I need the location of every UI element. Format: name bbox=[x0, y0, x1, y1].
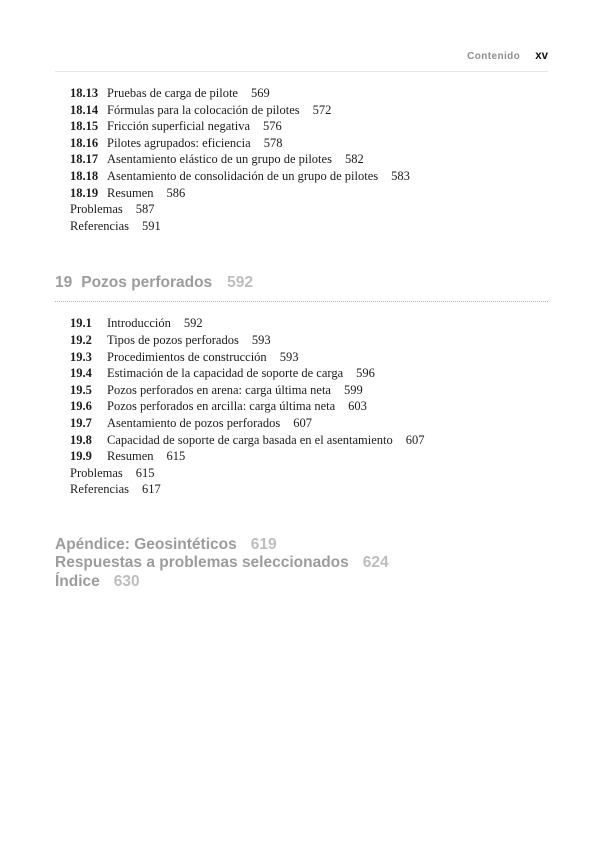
entry-page: 603 bbox=[348, 399, 367, 414]
toc-entry bbox=[70, 102, 548, 119]
backmatter-title: Apéndice: Geosintéticos bbox=[55, 535, 237, 553]
chapter-page: 592 bbox=[227, 274, 254, 292]
entry-title: Pozos perforados en arena: carga última neta bbox=[107, 382, 331, 397]
backmatter-page: 624 bbox=[362, 554, 389, 572]
entry-number: 19.5 bbox=[70, 382, 92, 397]
entry-title: Fricción superficial negativa bbox=[107, 119, 250, 134]
toc-entry bbox=[70, 432, 548, 449]
entry-page: 572 bbox=[312, 102, 332, 117]
entry-page: 592 bbox=[183, 316, 203, 331]
entry-page: 607 bbox=[293, 415, 312, 430]
entry-page: 576 bbox=[263, 119, 282, 134]
toc-entry bbox=[70, 185, 548, 202]
entry-number: 18.13 bbox=[70, 86, 99, 100]
toc-entry bbox=[70, 315, 548, 332]
entry-page: 617 bbox=[142, 482, 161, 497]
backmatter-page: 630 bbox=[113, 572, 140, 590]
backmatter-title: Respuestas a problemas seleccionados bbox=[55, 554, 349, 572]
entry-number: 19.2 bbox=[70, 332, 92, 347]
entry-page: 587 bbox=[135, 202, 155, 217]
toc-entry bbox=[70, 365, 548, 382]
header-page-folio: xv bbox=[535, 50, 548, 62]
entry-page: 596 bbox=[356, 366, 375, 381]
entry-title: Pilotes agrupados: eficiencia bbox=[107, 135, 251, 150]
toc-entry bbox=[70, 448, 548, 465]
toc-entry bbox=[70, 465, 548, 482]
entry-page: 569 bbox=[250, 86, 270, 100]
entry-page: 607 bbox=[405, 432, 425, 447]
entry-title: Tipos de pozos perforados bbox=[107, 332, 239, 347]
entry-title: Problemas bbox=[70, 202, 123, 217]
entry-title: Resumen bbox=[107, 449, 154, 464]
entry-title: Pozos perforados en arcilla: carga última neta bbox=[107, 399, 336, 414]
toc-entry bbox=[70, 332, 548, 349]
entry-number: 19.7 bbox=[70, 415, 92, 430]
backmatter-entry-apendice bbox=[55, 536, 548, 555]
entry-title: Pruebas de carga de pilote bbox=[107, 86, 238, 100]
entry-title: Referencias bbox=[70, 218, 129, 233]
toc-entry bbox=[70, 135, 548, 152]
running-header bbox=[55, 46, 548, 72]
toc-entry bbox=[70, 415, 548, 432]
entry-title: Procedimientos de construcción bbox=[107, 349, 267, 364]
entry-page: 615 bbox=[135, 465, 155, 480]
entry-number: 19.6 bbox=[70, 399, 92, 414]
entry-page: 593 bbox=[251, 332, 271, 347]
chapter-19-entries bbox=[70, 315, 548, 498]
entry-title: Resumen bbox=[107, 185, 154, 200]
entry-number: 18.14 bbox=[70, 102, 99, 117]
backmatter-entry-respuestas bbox=[55, 554, 548, 573]
toc-entry bbox=[70, 151, 548, 168]
toc-entry bbox=[70, 118, 548, 135]
entry-number: 18.15 bbox=[70, 119, 99, 134]
entry-number: 18.17 bbox=[70, 152, 99, 167]
entry-number: 18.16 bbox=[70, 135, 99, 150]
entry-number: 19.3 bbox=[70, 349, 92, 364]
entry-number: 18.19 bbox=[70, 185, 99, 200]
entry-title: Referencias bbox=[70, 482, 129, 497]
entry-page: 583 bbox=[391, 168, 410, 183]
entry-title: Asentamiento de pozos perforados bbox=[107, 415, 281, 430]
entry-page: 599 bbox=[343, 382, 363, 397]
toc-entry bbox=[70, 349, 548, 366]
toc-entry bbox=[70, 398, 548, 415]
entry-number: 19.1 bbox=[70, 316, 92, 331]
toc-entry bbox=[70, 168, 548, 185]
entry-title: Estimación de la capacidad de soporte de carga bbox=[107, 366, 344, 381]
chapter-18-entries bbox=[70, 85, 548, 234]
entry-page: 582 bbox=[344, 152, 364, 167]
entry-page: 615 bbox=[166, 449, 186, 464]
chapter-title: Pozos perforados bbox=[81, 274, 213, 292]
backmatter-entry-indice bbox=[55, 573, 548, 592]
toc-entry bbox=[70, 218, 548, 235]
toc-entry bbox=[70, 481, 548, 498]
entry-title: Asentamiento de consolidación de un grupo de pilotes bbox=[107, 168, 379, 183]
entry-page: 591 bbox=[142, 218, 161, 233]
entry-number: 19.8 bbox=[70, 432, 92, 447]
back-matter bbox=[55, 536, 548, 592]
backmatter-title: Índice bbox=[55, 572, 100, 590]
entry-page: 586 bbox=[166, 185, 186, 200]
toc-entry bbox=[70, 85, 548, 102]
entry-page: 578 bbox=[263, 135, 283, 150]
toc-entry bbox=[70, 382, 548, 399]
header-title: Contenido bbox=[467, 51, 521, 62]
entry-title: Problemas bbox=[70, 465, 123, 480]
entry-number: 19.9 bbox=[70, 449, 92, 464]
entry-title: Introducción bbox=[107, 316, 171, 331]
toc-entry bbox=[70, 201, 548, 218]
entry-title: Fórmulas para la colocación de pilotes bbox=[107, 102, 300, 117]
chapter-19-section bbox=[55, 274, 548, 498]
entry-number: 19.4 bbox=[70, 366, 92, 381]
entry-title: Asentamiento elástico de un grupo de pilotes bbox=[107, 152, 332, 167]
entry-title: Capacidad de soporte de carga basada en el asentamiento bbox=[107, 432, 393, 447]
entry-page: 593 bbox=[279, 349, 299, 364]
chapter-number: 19 bbox=[55, 274, 73, 292]
entry-number: 18.18 bbox=[70, 168, 99, 183]
chapter-19-heading bbox=[55, 274, 548, 302]
backmatter-page: 619 bbox=[250, 535, 277, 553]
